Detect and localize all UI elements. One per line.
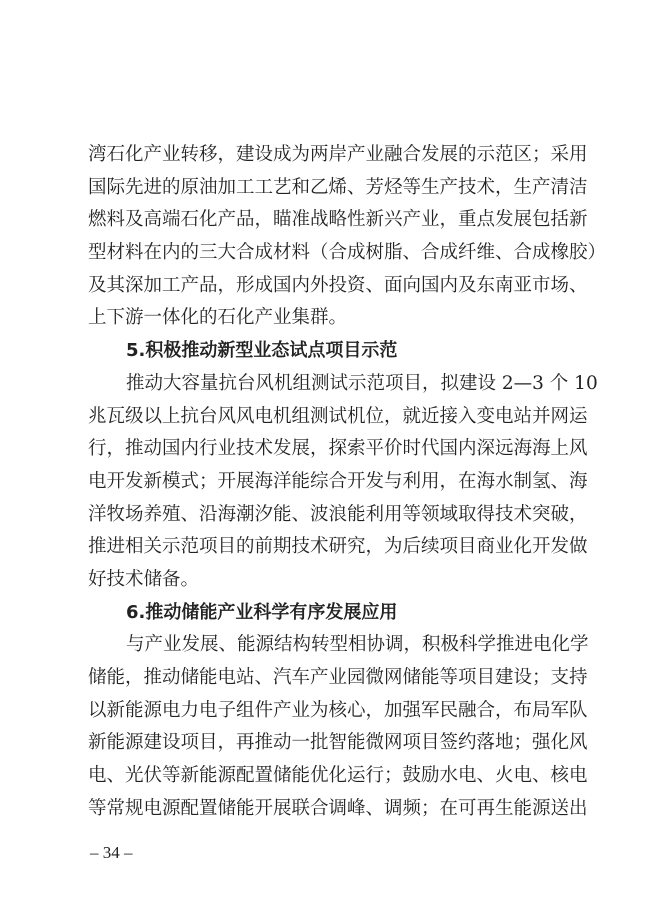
section-heading-5: 5.积极推动新型业态试点项目示范 [126, 340, 398, 362]
document-body [88, 139, 607, 825]
section-heading-6: 6.推动储能产业科学有序发展应用 [126, 601, 398, 623]
text-line: 等常规电源配置储能开展联合调峰、调频；在可再生能源送出 [88, 797, 588, 819]
text-line: 与产业发展、能源结构转型相协调，积极科学推进电化学 [126, 634, 589, 656]
text-line: 燃料及高端石化产品，瞄准战略性新兴产业，重点发展包括新 [88, 209, 588, 231]
text-line: 湾石化产业转移，建设成为两岸产业融合发展的示范区；采用 [88, 144, 588, 165]
text-line: 推动大容量抗台风机组测试示范项目，拟建设 2—3 个 10 [126, 372, 598, 394]
text-line: 国际先进的原油加工工艺和乙烯、芳烃等生产技术，生产清洁 [88, 176, 588, 198]
text-line: 行，推动国内行业技术发展，探索平价时代国内深远海海上风 [88, 438, 588, 460]
text-line: 兆瓦级以上抗台风风电机组测试机位，就近接入变电站并网运 [88, 405, 588, 427]
text-line: 以新能源电力电子组件产业为核心，加强军民融合，布局军队 [88, 699, 588, 721]
text-line: 型材料在内的三大合成材料（合成树脂、合成纤维、合成橡胶） [88, 242, 607, 264]
text-line: 及其深加工产品，形成国内外投资、面向国内及东南亚市场、 [88, 274, 588, 296]
text-line: 推进相关示范项目的前期技术研究，为后续项目商业化开发做 [88, 536, 588, 558]
text-line: 好技术储备。 [88, 568, 200, 590]
text-line: 洋牧场养殖、沿海潮汐能、波浪能利用等领域取得技术突破， [88, 503, 588, 525]
page-number: – 34 – [90, 843, 133, 862]
text-line: 新能源建设项目，再推动一批智能微网项目签约落地；强化风 [88, 732, 588, 754]
text-line: 储能，推动储能电站、汽车产业园微网储能等项目建设；支持 [88, 667, 588, 688]
text-line: 电开发新模式；开展海洋能综合开发与利用，在海水制氢、海 [88, 470, 588, 492]
text-line: 上下游一体化的石化产业集群。 [88, 307, 348, 329]
text-line: 电、光伏等新能源配置储能优化运行；鼓励水电、火电、核电 [88, 765, 588, 787]
